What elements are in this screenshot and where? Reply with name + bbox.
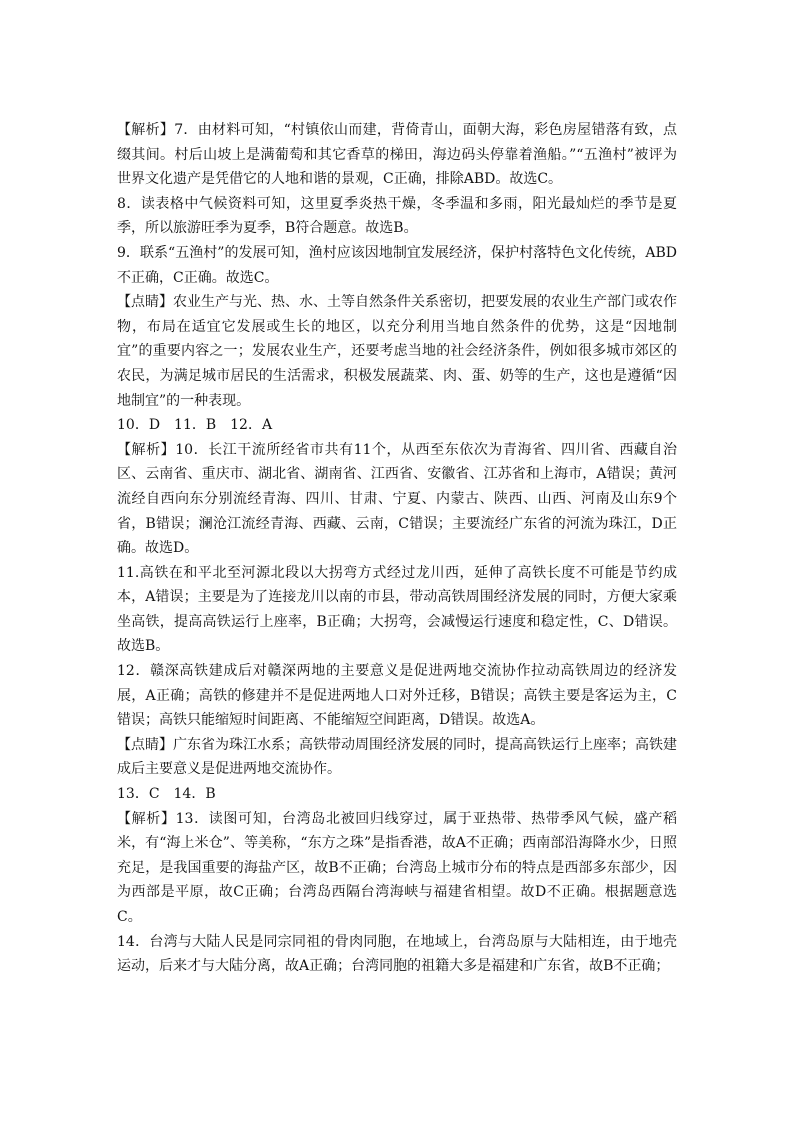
answers-q13-14: 13．C 14．B <box>117 786 216 803</box>
tip-q7-9: 【点睛】农业生产与光、热、水、土等自然条件关系密切，把要发展的农业生产部门或农作物，布局在适宜它发展或生长的地区，以充分利用当地自然条件的优势，这是“因地制宜”的重要内容之一；发展农业生产，还要考虑当地的社会经济条件，例如很多城市郊区的农民，为满足城市居民的生活需求，积极发展蔬菜、肉、蛋、奶等的生产，这也是遵循“因地制宜”的一种表现。 <box>117 294 677 409</box>
analysis-q12: 12．赣深高铁建成后对赣深两地的主要意义是促进两地交流协作拉动高铁周边的经济发展，A正确；高铁的修建并不是促进两地人口对外迁移，B错误；高铁主要是客运为主，C错误；高铁只能缩短时间距离、不能缩短空间距离，D错误。故选A。 <box>117 663 677 729</box>
analysis-q14: 14．台湾与大陆人民是同宗同祖的骨肉同胞，在地域上，台湾岛原与大陆相连，由于地壳运动，后来才与大陆分离，故A正确；台湾同胞的祖籍大多是福建和广东省，故B不正确； <box>117 933 677 975</box>
analysis-q7: 【解析】7．由材料可知，“村镇依山而建，背倚青山，面朝大海，彩色房屋错落有致，点缀其间。村后山坡上是满葡萄和其它香草的梯田，海边码头停靠着渔船。”“五渔村”被评为世界文化遗产是凭借它的人地和谐的景观，C正确，排除ABD。故选C。 <box>117 122 677 188</box>
tip-q10-12: 【点睛】广东省为珠江水系；高铁带动周围经济发展的同时，提高高铁运行上座率；高铁建成后主要意义是促进两地交流协作。 <box>117 736 677 778</box>
analysis-q10: 【解析】10．长江干流所经省市共有11个，从西至东依次为青海省、四川省、西藏自治区、云南省、重庆市、湖北省、湖南省、江西省、安徽省、江苏省和上海市，A错误；黄河流经自西向东分别流经青海、四川、甘肃、宁夏、内蒙古、陕西、山西、河南及山东9个省，B错误；澜沧江流经青海、西藏、云南，C错误；主要流经广东省的河流为珠江，D正确。故选D。 <box>117 441 677 557</box>
answers-q10-12: 10．D 11．B 12．A <box>117 417 273 434</box>
analysis-q9: 9．联系“五渔村”的发展可知，渔村应该因地制宜发展经济，保护村落特色文化传统，ABD不正确，C正确。故选C。 <box>117 244 677 286</box>
analysis-q8: 8．读表格中气候资料可知，这里夏季炎热干燥，冬季温和多雨，阳光最灿烂的季节是夏季，所以旅游旺季为夏季，B符合题意。故选B。 <box>117 195 677 237</box>
analysis-q11: 11.高铁在和平北至河源北段以大拐弯方式经过龙川西，延伸了高铁长度不可能是节约成本，A错误；主要是为了连接龙川以南的市县，带动高铁周围经济发展的同时，方便大家乘坐高铁，提高高铁运行上座率，B正确；大拐弯，会减慢运行速度和稳定性，C、D错误。故选B。 <box>117 564 677 655</box>
analysis-q13: 【解析】13．读图可知，台湾岛北被回归线穿过，属于亚热带、热带季风气候，盛产稻米，有“海上米仓”、等美称，“东方之珠”是指香港，故A不正确；西南部沿海降水少，日照充足，是我国重要的海盐产区，故B不正确；台湾岛上城市分布的特点是西部多东部少，因为西部是平原，故C正确；台湾岛西隔台湾海峡与福建省相望。故D不正确。根据题意选C。 <box>117 810 677 925</box>
answer-analysis-page <box>117 118 677 979</box>
